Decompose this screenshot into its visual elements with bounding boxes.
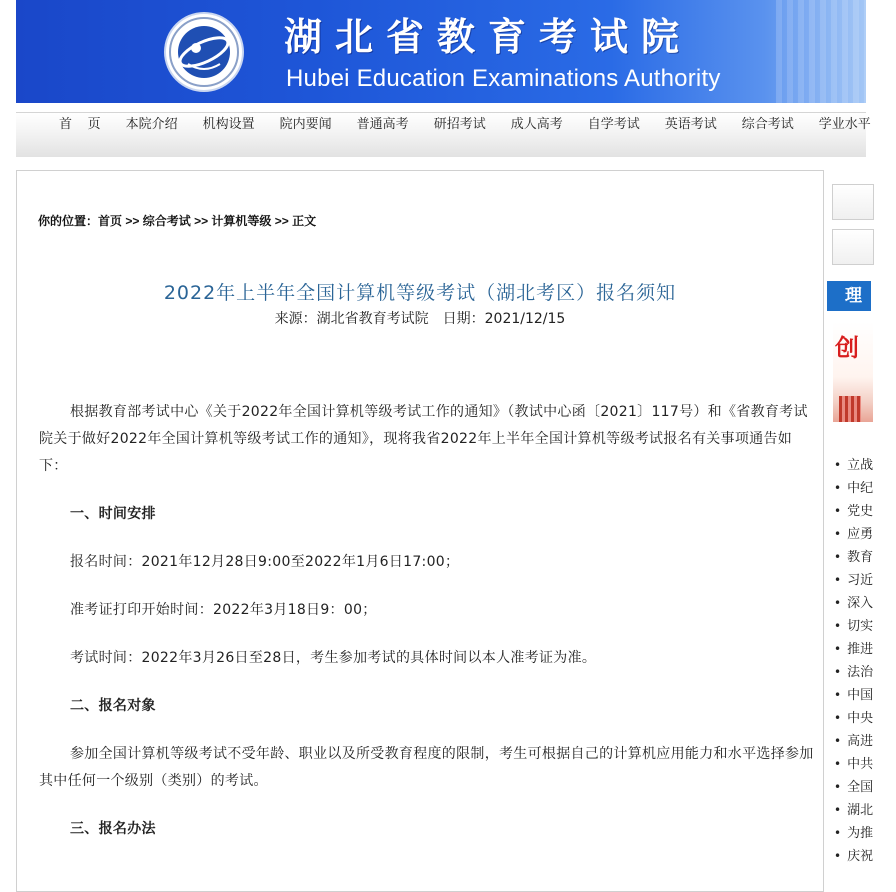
breadcrumb-separator: >> bbox=[190, 214, 212, 228]
article-body bbox=[39, 399, 814, 843]
nav-item-organization[interactable]: 机构设置 bbox=[202, 116, 255, 131]
logo-emblem-icon bbox=[166, 14, 242, 90]
nav-item-gaokao[interactable]: 普通高考 bbox=[356, 116, 409, 131]
sidebar-news-link[interactable]: • 深入 bbox=[834, 592, 873, 615]
sidebar-news-link[interactable]: • 党史 bbox=[834, 500, 873, 523]
nav-item-self-study[interactable]: 自学考试 bbox=[587, 116, 640, 131]
breadcrumb-home-link[interactable]: 首页 bbox=[98, 214, 123, 228]
site-logo[interactable] bbox=[166, 14, 242, 90]
breadcrumb-computer-grade-link[interactable]: 计算机等级 bbox=[211, 214, 272, 228]
sidebar-news-list bbox=[834, 454, 873, 868]
breadcrumb-separator: >> bbox=[122, 214, 143, 228]
breadcrumb-comprehensive-link[interactable]: 综合考试 bbox=[142, 214, 191, 228]
site-title: 湖北省教育考试院 bbox=[284, 14, 693, 59]
sidebar-news-link[interactable]: • 全国 bbox=[834, 776, 873, 799]
sidebar-news-link[interactable]: • 为推 bbox=[834, 822, 873, 845]
nav-item-adult-exam[interactable]: 成人高考 bbox=[510, 116, 563, 131]
nav-item-academic-level[interactable]: 学业水平 bbox=[818, 116, 871, 131]
sidebar-tab-header[interactable]: 理 bbox=[827, 281, 871, 311]
nav-item-about[interactable]: 本院介绍 bbox=[125, 116, 178, 131]
promo-building-graphic bbox=[839, 396, 861, 422]
sidebar-news-link[interactable]: • 中纪 bbox=[834, 477, 873, 500]
nav-item-home[interactable]: 首 页 bbox=[59, 116, 107, 131]
section-heading: 二、报名对象 bbox=[70, 698, 156, 714]
banner-skyline-graphic bbox=[776, 0, 866, 103]
article-source: 来源：湖北省教育考试院 bbox=[274, 311, 429, 327]
sidebar-news-link[interactable]: • 中国 bbox=[834, 684, 873, 707]
sidebar-news-link[interactable]: • 教育 bbox=[834, 546, 873, 569]
sidebar-news-link[interactable]: • 高进 bbox=[834, 730, 873, 753]
article-paragraph: 准考证打印开始时间：2022年3月18日9：00； bbox=[70, 602, 377, 618]
main-nav bbox=[16, 112, 871, 157]
article-paragraph: 根据教育部考试中心《关于2022年全国计算机等级考试工作的通知》（教试中心函〔2021〕117号）和《省教育考试院关于做好2022年全国计算机等级考试工作的通知》，现将我省2022年上半年全国计算机等级考试报名有关事项通告如下： bbox=[39, 404, 808, 474]
sidebar-news-link[interactable]: • 庆祝 bbox=[834, 845, 873, 868]
breadcrumb-current: 正文 bbox=[292, 214, 317, 228]
article-meta bbox=[17, 308, 823, 328]
nav-item-postgrad[interactable]: 研招考试 bbox=[433, 116, 486, 131]
article-paragraph: 参加全国计算机等级考试不受年龄、职业以及所受教育程度的限制，考生可根据自己的计算机应用能力和水平选择参加其中任何一个级别（类别）的考试。 bbox=[39, 746, 814, 789]
section-heading: 一、时间安排 bbox=[70, 506, 156, 522]
promo-text: 创 bbox=[835, 333, 859, 362]
article-paragraph: 考试时间：2022年3月26日至28日，考生参加考试的具体时间以本人准考证为准。 bbox=[70, 650, 597, 666]
article-title: 2022年上半年全国计算机等级考试（湖北考区）报名须知 bbox=[163, 282, 677, 304]
section-heading: 三、报名办法 bbox=[70, 821, 156, 837]
sidebar-news-link[interactable]: • 应勇 bbox=[834, 523, 873, 546]
article-container bbox=[16, 170, 824, 892]
sidebar-promo-banner[interactable] bbox=[833, 322, 873, 422]
site-banner bbox=[16, 0, 866, 103]
article-date: 日期：2021/12/15 bbox=[442, 311, 566, 327]
breadcrumb bbox=[38, 212, 316, 229]
nav-item-english-exam[interactable]: 英语考试 bbox=[664, 116, 717, 131]
article-paragraph: 报名时间：2021年12月28日9:00至2022年1月6日17:00； bbox=[70, 554, 460, 570]
site-title-english: Hubei Education Examinations Authority bbox=[286, 65, 721, 92]
sidebar-news-link[interactable]: • 中共 bbox=[834, 753, 873, 776]
sidebar-news-link[interactable]: • 法治 bbox=[834, 661, 873, 684]
sidebar-news-link[interactable]: • 中央 bbox=[834, 707, 873, 730]
sidebar-news-link[interactable]: • 湖北 bbox=[834, 799, 873, 822]
breadcrumb-prefix: 你的位置： bbox=[38, 214, 99, 228]
sidebar-news-link[interactable]: • 切实 bbox=[834, 615, 873, 638]
sidebar-button[interactable] bbox=[832, 229, 874, 265]
breadcrumb-separator: >> bbox=[271, 214, 293, 228]
nav-item-comprehensive-exam[interactable]: 综合考试 bbox=[741, 116, 794, 131]
sidebar-news-link[interactable]: • 推进 bbox=[834, 638, 873, 661]
sidebar-button[interactable] bbox=[832, 184, 874, 220]
right-sidebar bbox=[826, 170, 874, 871]
sidebar-news-link[interactable]: • 立战 bbox=[834, 454, 873, 477]
sidebar-news-link[interactable]: • 习近 bbox=[834, 569, 873, 592]
nav-item-news[interactable]: 院内要闻 bbox=[279, 116, 332, 131]
